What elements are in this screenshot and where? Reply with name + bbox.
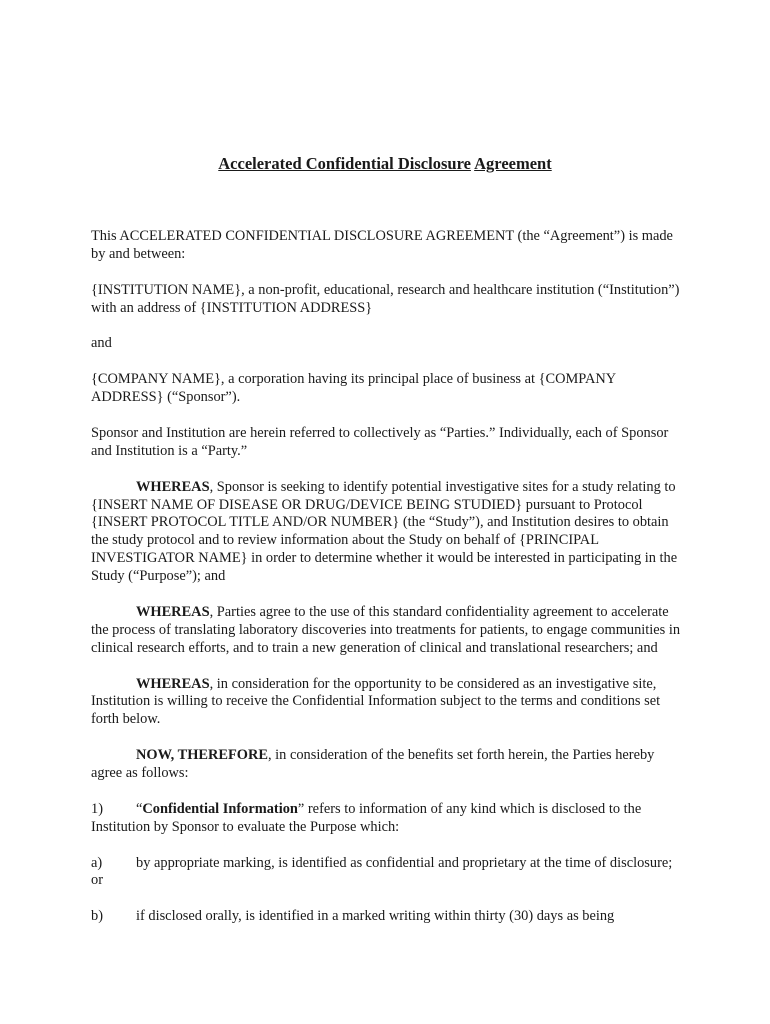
clause-open-quote: “ — [136, 800, 143, 817]
list-item-text: by appropriate marking, is identified as confidential and proprietary at the time of disclosure; or — [91, 854, 673, 889]
institution-party-paragraph: {INSTITUTION NAME}, a non-profit, educational, research and healthcare institution (“Institution”) with an address of {INSTITUTION ADDRESS} — [91, 281, 680, 316]
whereas-paragraph-3 — [91, 676, 686, 730]
parties-paragraph: Sponsor and Institution are herein referred to collectively as “Parties.” Individually, each of Sponsor and Institution is a “Party.” — [91, 424, 669, 459]
list-item-b — [91, 908, 686, 926]
list-item-label: a) — [91, 854, 103, 871]
and-paragraph: and — [91, 335, 112, 352]
title-part-2: Agreement — [474, 154, 552, 173]
company-party-paragraph: {COMPANY NAME}, a corporation having its principal place of business at {COMPANY ADDRESS} (“Sponsor”). — [91, 371, 616, 406]
clause-number: 1) — [91, 800, 103, 817]
clause-1 — [91, 801, 686, 837]
clause-text: ” refers to information of any kind which is disclosed to the Institution by Sponsor to evaluate the Purpose which: — [91, 800, 642, 835]
therefore-keyword: NOW, THEREFORE — [136, 747, 268, 764]
whereas-paragraph-1 — [91, 479, 686, 586]
therefore-text: , in consideration of the benefits set forth herein, the Parties hereby agree as follows: — [91, 747, 655, 782]
document-body — [91, 228, 686, 944]
clause-defined-term: Confidential Information — [142, 800, 298, 817]
whereas-text: , Sponsor is seeking to identify potential investigative sites for a study relating to {INSERT NAME OF DISEASE OR DRUG/DEVICE BEING STUDIED} pursuant to Protocol {INSERT PROTOCOL TITLE AND/OR NUMBER} (the “Study”), and Institution desires to obtain the study protocol and to review information about the Study on behalf of {PRINCIPAL INVESTIGATOR NAME} in order to determine whether it would be interested in participating in the Study (“Purpose”); and — [91, 478, 678, 585]
whereas-text: , in consideration for the opportunity to be considered as an investigative site, Institution is willing to receive the Confidential Information subject to the terms and conditions set forth below. — [91, 675, 661, 728]
list-item-a — [91, 855, 686, 891]
therefore-paragraph — [91, 747, 686, 783]
title-part-1: Accelerated Confidential Disclosure — [218, 154, 471, 173]
whereas-keyword: WHEREAS — [136, 478, 210, 495]
whereas-keyword: WHEREAS — [136, 675, 210, 692]
list-item-label: b) — [91, 908, 103, 925]
document-title — [0, 154, 770, 174]
whereas-text: , Parties agree to the use of this standard confidentiality agreement to accelerate the process of translating laboratory discoveries into treatments for patients, to engage communities in clinical research efforts, and to train a new generation of clinical and translational researchers; and — [91, 603, 681, 656]
list-item-text: if disclosed orally, is identified in a marked writing within thirty (30) days as being — [136, 908, 615, 925]
whereas-paragraph-2 — [91, 604, 686, 658]
intro-paragraph: This ACCELERATED CONFIDENTIAL DISCLOSURE AGREEMENT (the “Agreement”) is made by and between: — [91, 228, 673, 262]
whereas-keyword: WHEREAS — [136, 603, 210, 620]
